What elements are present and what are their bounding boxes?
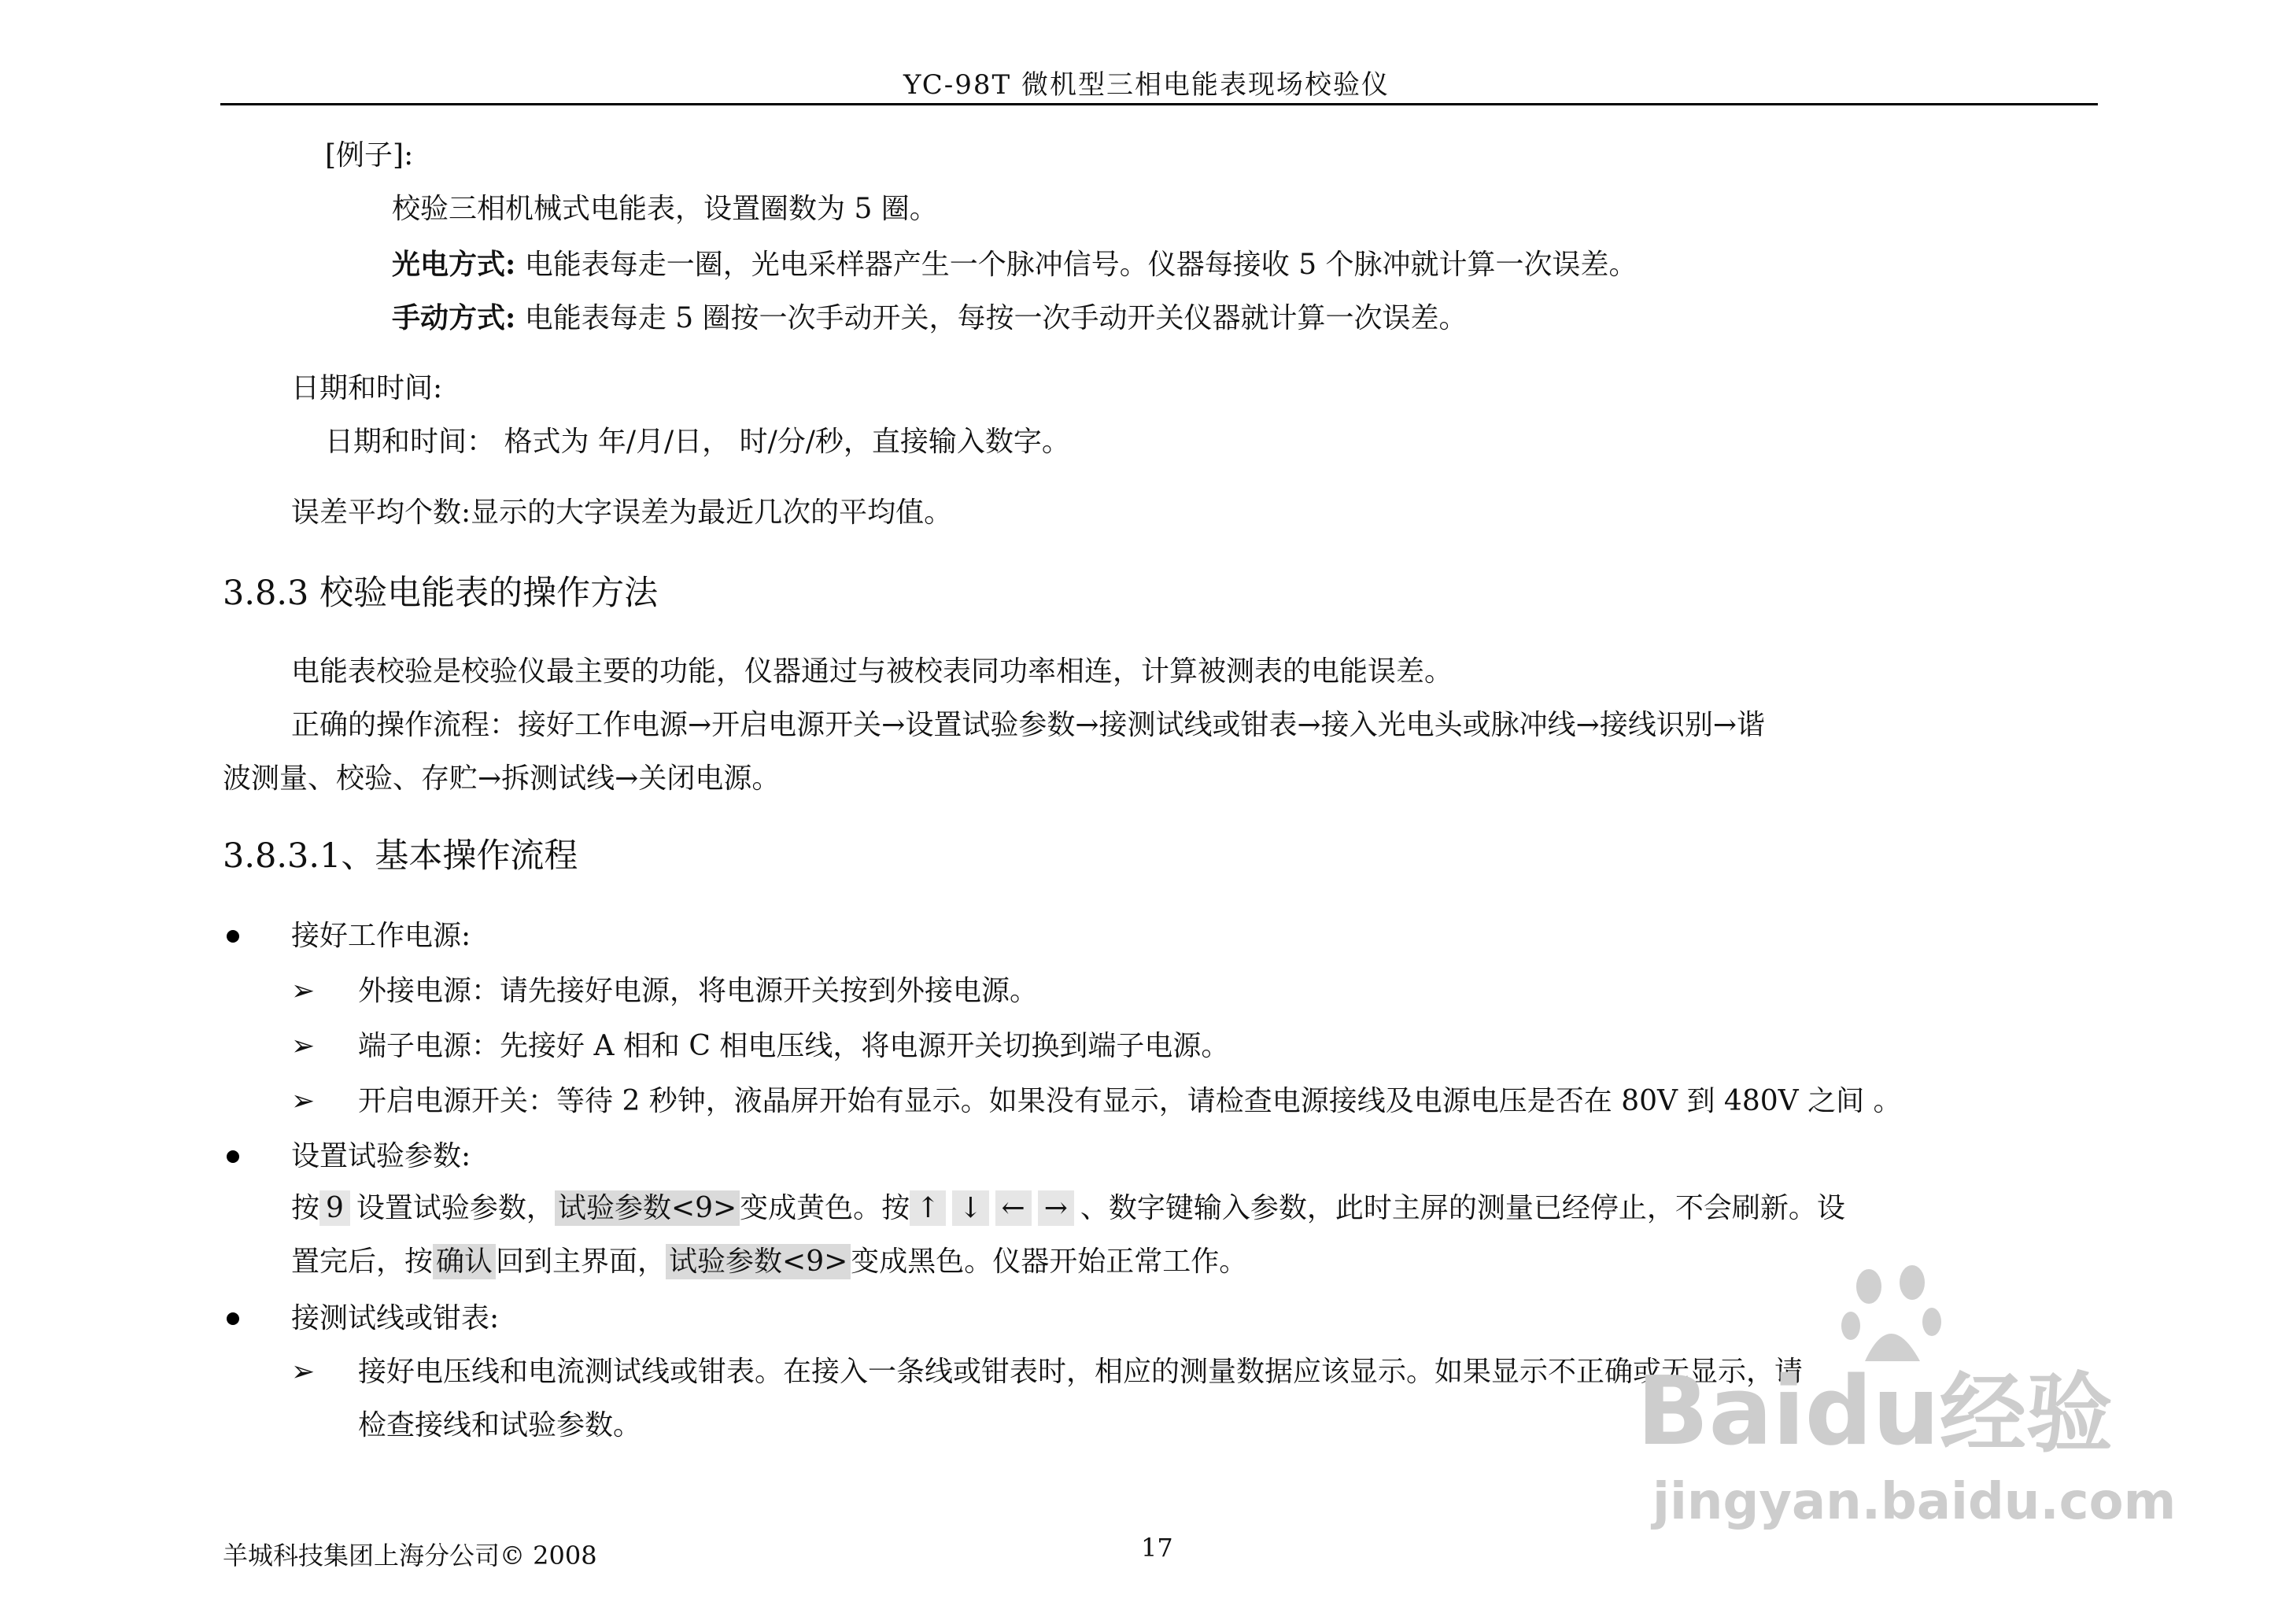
text-back-main: 回到主界面，	[496, 1246, 666, 1278]
param-highlight-black: 试验参数<9>	[666, 1244, 851, 1279]
arrow-bullet-icon: ➢	[291, 1356, 316, 1388]
bullet-3-line-1: 接好电压线和电流测试线或钳表。在接入一条线或钳表时，相应的测量数据应该显示。如果显示不正确或无显示，请	[358, 1356, 1804, 1388]
bullet-dot	[227, 1312, 239, 1325]
datetime-heading: 日期和时间:	[291, 372, 443, 404]
section-3-8-3-paragraph-2a: 正确的操作流程：接好工作电源→开启电源开关→设置试验参数→接测试线或钳表→接入光电头或脉冲线→接线识别→谐	[291, 709, 1765, 741]
bullet-3-title: 接测试线或钳表:	[291, 1302, 500, 1334]
watermark-brand	[1637, 1357, 2113, 1467]
text-set-params: 设置试验参数，	[356, 1192, 555, 1224]
watermark-url: jingyan.baidu.com	[1652, 1473, 2177, 1531]
footer-company: 羊城科技集团上海分公司© 2008	[223, 1541, 597, 1570]
bullet-3-line-2: 检查接线和试验参数。	[358, 1409, 642, 1441]
bullet-2-line-1	[291, 1190, 1845, 1227]
param-highlight-yellow: 试验参数<9>	[555, 1190, 740, 1226]
text-turns-black: 变成黑色。仪器开始正常工作。	[851, 1246, 1248, 1278]
key-9: 9	[319, 1190, 350, 1226]
section-3-8-3-1-heading: 3.8.3.1、基本操作流程	[223, 836, 578, 876]
watermark-cn: 经验	[1939, 1364, 2113, 1464]
arrow-up-icon: ↑	[910, 1190, 946, 1226]
bullet-1-title: 接好工作电源:	[291, 920, 471, 952]
manual-mode-text: 电能表每走 5 圈按一次手动开关，每按一次手动开关仪器就计算一次误差。	[524, 302, 1468, 334]
avg-line	[291, 494, 952, 532]
datetime-text: 日期和时间： 格式为 年/月/日， 时/分/秒，直接输入数字。	[325, 426, 1070, 458]
text-input-params: 、数字键输入参数，此时主屏的测量已经停止，不会刷新。设	[1080, 1192, 1845, 1224]
bullet-2-title: 设置试验参数:	[291, 1140, 471, 1172]
arrow-bullet-icon: ➢	[291, 1085, 316, 1117]
bullet-1-item-2: 端子电源：先接好 A 相和 C 相电压线，将电源开关切换到端子电源。	[358, 1030, 1230, 1062]
section-3-8-3-heading: 3.8.3 校验电能表的操作方法	[223, 574, 659, 613]
example-line-1: 校验三相机械式电能表，设置圈数为 5 圈。	[392, 193, 938, 225]
arrow-bullet-icon: ➢	[291, 975, 316, 1007]
header-divider	[220, 103, 2098, 105]
manual-mode-line	[392, 299, 1468, 338]
bullet-1-item-3: 开启电源开关：等待 2 秒钟，液晶屏开始有显示。如果没有显示，请检查电源接线及电源电压是否在 80V 到 480V 之间 。	[358, 1085, 1902, 1117]
bullet-1-item-1: 外接电源：请先接好电源，将电源开关按到外接电源。	[358, 975, 1039, 1007]
text-after-setting: 置完后，按	[291, 1246, 434, 1278]
watermark-brand-suffix: du	[1804, 1357, 1940, 1467]
photo-mode-label: 光电方式:	[392, 248, 516, 281]
arrow-left-icon: ←	[995, 1190, 1032, 1226]
watermark-brand-text: Bai	[1637, 1357, 1805, 1467]
arrow-right-icon: →	[1038, 1190, 1074, 1226]
arrow-down-icon: ↓	[952, 1190, 988, 1226]
text-press: 按	[291, 1192, 320, 1224]
page-number: 17	[1141, 1533, 1173, 1563]
bullet-2-line-2	[291, 1243, 1247, 1281]
photo-mode-text: 电能表每走一圈，光电采样器产生一个脉冲信号。仪器每接收 5 个脉冲就计算一次误差。	[524, 249, 1638, 281]
text-turns-yellow: 变成黄色。按	[740, 1192, 910, 1224]
page-header-title: YC-98T 微机型三相电能表现场校验仪	[903, 69, 1390, 101]
avg-label: 误差平均个数:	[291, 496, 471, 529]
arrow-bullet-icon: ➢	[291, 1030, 316, 1062]
section-3-8-3-paragraph-2b: 波测量、校验、存贮→拆测试线→关闭电源。	[223, 762, 781, 795]
manual-mode-label: 手动方式:	[392, 301, 516, 334]
bullet-dot	[227, 930, 239, 943]
example-label: [例子]:	[325, 139, 414, 172]
key-confirm: 确认	[433, 1244, 496, 1279]
photo-mode-line	[392, 245, 1638, 284]
avg-text: 显示的大字误差为最近几次的平均值。	[471, 496, 953, 529]
section-3-8-3-paragraph-1: 电能表校验是校验仪最主要的功能，仪器通过与被校表同功率相连，计算被测表的电能误差。	[291, 655, 1453, 688]
bullet-dot	[227, 1150, 239, 1163]
